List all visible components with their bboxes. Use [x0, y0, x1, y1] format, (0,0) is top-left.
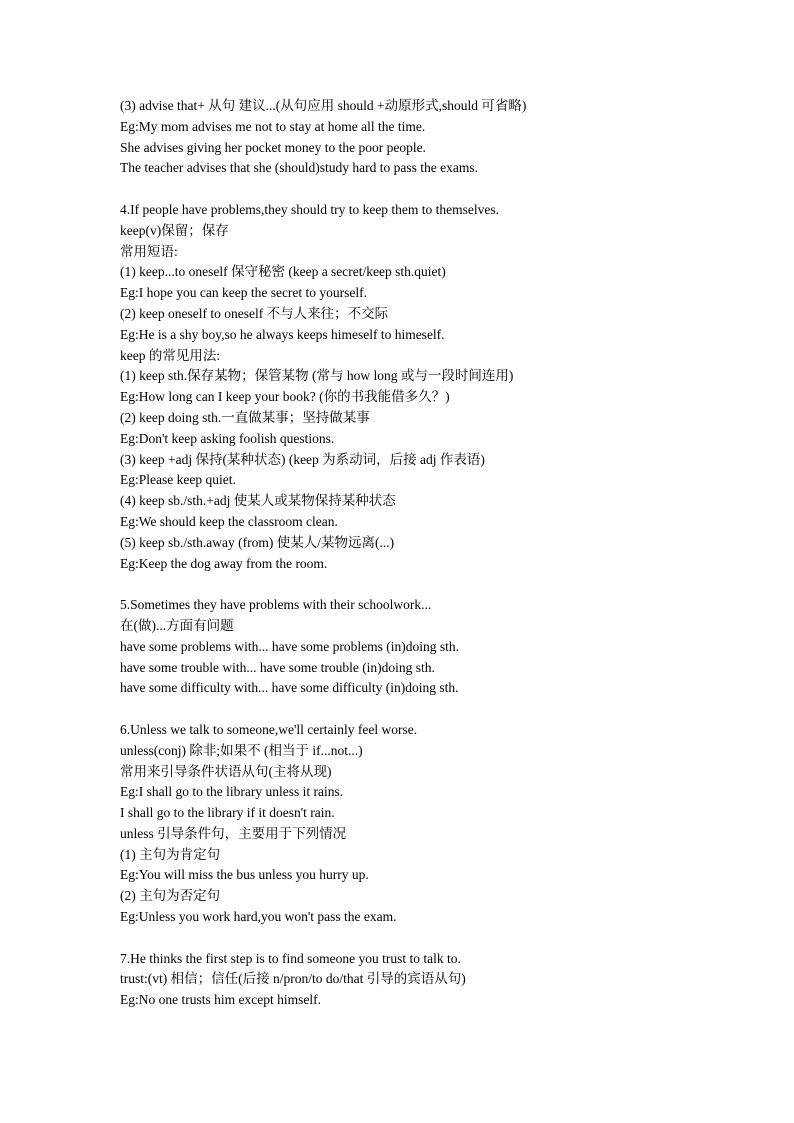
section-problems: [120, 595, 760, 699]
text-line: I shall go to the library if it doesn't rain.: [120, 805, 335, 821]
section-gap: [120, 574, 760, 595]
text-line: (2) keep doing sth.一直做某事；坚持做某事: [120, 409, 370, 425]
document-page: [120, 96, 760, 1011]
text-line: (3) advise that+ 从句 建议...(从句应用 should +动原形式,should 可省略): [120, 98, 527, 113]
section-gap: [120, 928, 760, 949]
text-line: (1) keep sth.保存某物；保管某物 (常与 how long 或与一段时间连用): [120, 368, 514, 384]
text-line: (2) keep oneself to oneself 不与人来往；不交际: [120, 305, 389, 321]
text-line: Eg:My mom advises me not to stay at home all the time.: [120, 118, 426, 134]
section-gap: [120, 699, 760, 720]
text-line: Eg:How long can I keep your book? (你的书我能借多久？): [120, 389, 450, 405]
text-line: have some difficulty with... have some difficulty (in)doing sth.: [120, 680, 459, 696]
text-line: Eg:He is a shy boy,so he always keeps himeself to himeself.: [120, 326, 445, 342]
text-line: (4) keep sb./sth.+adj 使某人或某物保持某种状态: [120, 493, 396, 509]
text-line: (5) keep sb./sth.away (from) 使某人/某物远离(...): [120, 534, 395, 550]
section-gap: [120, 179, 760, 200]
text-line: Eg:I shall go to the library unless it rains.: [120, 784, 344, 800]
text-line: 7.He thinks the first step is to find someone you trust to talk to.: [120, 950, 461, 966]
text-line: (1) keep...to oneself 保守秘密 (keep a secret/keep sth.quiet): [120, 264, 446, 280]
text-line: have some problems with... have some problems (in)doing sth.: [120, 638, 459, 654]
text-line: Eg:Keep the dog away from the room.: [120, 555, 328, 571]
text-line: have some trouble with... have some trouble (in)doing sth.: [120, 659, 435, 675]
text-line: Eg:I hope you can keep the secret to yourself.: [120, 285, 368, 301]
text-line: (1) 主句为肯定句: [120, 846, 221, 862]
text-line: Eg:You will miss the bus unless you hurry up.: [120, 867, 369, 883]
text-line: Eg:No one trusts him except himself.: [120, 992, 321, 1008]
text-line: Eg:Don't keep asking foolish questions.: [120, 430, 335, 446]
section-unless: [120, 720, 760, 928]
section-advise: [120, 96, 760, 179]
text-line: (3) keep +adj 保持(某种状态) (keep 为系动词，后接 adj 作表语): [120, 451, 485, 467]
text-line: unless 引导条件句，主要用于下列情况: [120, 825, 347, 841]
text-line: unless(conj) 除非;如果不 (相当于 if...not...): [120, 742, 363, 758]
section-trust: [120, 949, 760, 1011]
text-line: Eg:Please keep quiet.: [120, 472, 236, 488]
text-line: Eg:Unless you work hard,you won't pass the exam.: [120, 909, 397, 925]
text-line: 在(做)...方面有问题: [120, 617, 234, 633]
text-line: 4.If people have problems,they should try to keep them to themselves.: [120, 201, 500, 217]
text-line: trust:(vt) 相信；信任(后接 n/pron/to do/that 引导的宾语从句): [120, 971, 466, 987]
text-line: 6.Unless we talk to someone,we'll certainly feel worse.: [120, 721, 418, 737]
text-line: (2) 主句为否定句: [120, 888, 221, 904]
text-line: She advises giving her pocket money to the poor people.: [120, 139, 426, 155]
text-line: The teacher advises that she (should)study hard to pass the exams.: [120, 160, 479, 176]
text-line: 常用短语:: [120, 243, 178, 259]
text-line: keep 的常见用法:: [120, 347, 221, 363]
section-keep: [120, 200, 760, 574]
text-line: 5.Sometimes they have problems with their schoolwork...: [120, 597, 432, 613]
text-line: 常用来引导条件状语从句(主将从现): [120, 763, 332, 779]
text-line: Eg:We should keep the classroom clean.: [120, 513, 338, 529]
text-line: keep(v)保留；保存: [120, 222, 229, 238]
